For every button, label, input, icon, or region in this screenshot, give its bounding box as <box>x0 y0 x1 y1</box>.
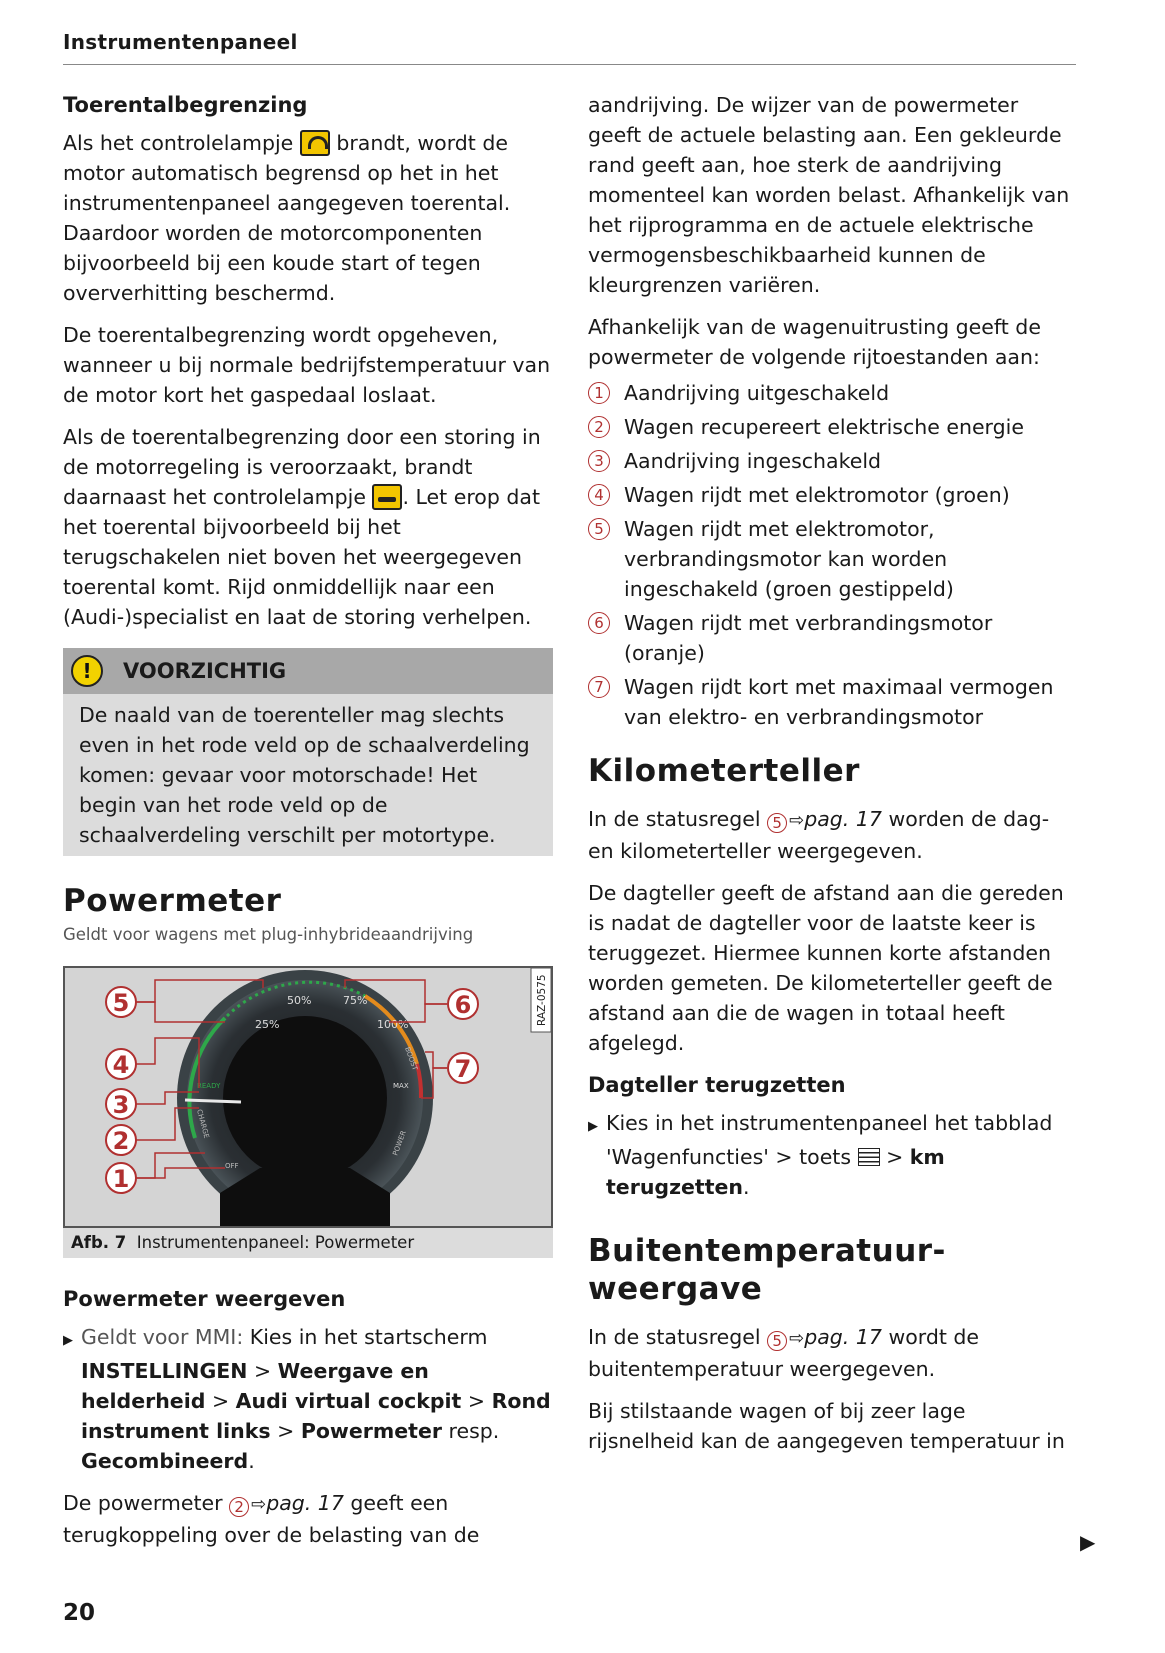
state-item-4 <box>588 480 1076 510</box>
callout-2: 2 <box>112 1127 130 1155</box>
text-run: > <box>270 1419 301 1443</box>
toerental-heading: Toerentalbegrenzing <box>63 93 308 117</box>
state-number: 2 <box>588 416 610 438</box>
state-text: Aandrijving uitgeschakeld <box>624 381 890 405</box>
state-text: Wagen rijdt met verbrandingsmotor (oranje) <box>624 611 993 665</box>
callout-6: 6 <box>454 991 472 1019</box>
ref-number: 5 <box>767 813 787 833</box>
powermeter-illustration <box>65 968 551 1226</box>
bullet-triangle-icon: ▶ <box>588 1119 598 1134</box>
menu-path-rond-instrument: Rond instrument links <box>81 1389 551 1443</box>
ready-label: READY <box>197 1082 221 1090</box>
toerental-paragraph-2: De toerentalbegrenzing wordt opgeheven, wanneer u bij normale bedrijfstemperatuur van de motor kort het gaspedaal loslaat. <box>63 323 551 407</box>
page-reference[interactable]: pag. 17 <box>804 1325 882 1349</box>
text-run: . Let erop dat het toerental bijvoorbeeld bij het terugschakelen niet boven het weergegeven toerental komt. Rijd onmiddellijk naar een (Audi-)specialist en laat de storing verhelpen. <box>63 485 540 629</box>
state-number: 6 <box>588 612 610 634</box>
caution-header <box>63 648 553 694</box>
ref-number: 2 <box>229 1497 249 1517</box>
menu-path-powermeter: Powermeter <box>300 1419 442 1443</box>
callout-7: 7 <box>454 1055 472 1083</box>
state-item-6 <box>588 608 1076 668</box>
state-item-5 <box>588 514 1076 604</box>
charge-label: CHARGE <box>195 1108 211 1140</box>
exclamation-icon: ! <box>71 655 103 687</box>
dial-center <box>223 1016 387 1180</box>
callout-3: 3 <box>112 1091 130 1119</box>
text-run: > <box>205 1389 236 1413</box>
state-text: Wagen rijdt kort met maximaal vermogen van elektro- en verbrandingsmotor <box>624 675 1054 729</box>
caution-title: VOORZICHTIG <box>123 659 287 683</box>
callout-4: 4 <box>112 1051 130 1079</box>
text-run: Als het controlelampje <box>63 131 300 155</box>
powermeter-display-heading: Powermeter weergeven <box>63 1287 346 1311</box>
powermeter-paragraph <box>63 1488 553 1550</box>
heading-line-1: Buitentemperatuur- <box>588 1233 946 1269</box>
text-run: Als de toerentalbegrenzing door een storing in de motorregeling is veroorzaakt, brandt daarnaast het controlelampje <box>63 425 541 509</box>
scale-label-100: 100% <box>377 1018 409 1031</box>
state-number: 1 <box>588 382 610 404</box>
dagteller-heading: Dagteller terugzetten <box>588 1073 846 1097</box>
km-reset-label: km terugzetten <box>606 1145 945 1199</box>
engine-fault-lamp-icon <box>372 484 402 510</box>
page-ref-arrow-icon: ⇨ <box>251 1494 267 1515</box>
states-list <box>588 378 1076 732</box>
right-column <box>588 90 1076 1468</box>
scale-label-75: 75% <box>343 994 368 1007</box>
bullet-triangle-icon: ▶ <box>63 1333 73 1348</box>
caution-body: De naald van de toerenteller mag slechts even in het rode veld op de schaalverdeling komen: gevaar voor motorschade! Het begin van het rode veld op de schaalverdeling verschilt per motortype. <box>79 703 530 847</box>
text-run: In de statusregel <box>588 807 768 831</box>
states-intro: Afhankelijk van de wagenuitrusting geeft de powermeter de volgende rijtoestanden aan: <box>588 315 1041 369</box>
scale-label-50: 50% <box>287 994 312 1007</box>
powermeter-figure <box>63 966 553 1228</box>
text-run: Kies in het instrumentenpaneel het tabblad 'Wagenfuncties' > toets <box>606 1111 1053 1169</box>
caption-text: Instrumentenpaneel: Powermeter <box>136 1233 415 1252</box>
menu-path-instellingen: INSTELLINGEN <box>81 1359 248 1383</box>
dagteller-instruction <box>588 1108 1076 1202</box>
rpm-limit-warning-lamp-icon <box>300 130 330 156</box>
km-paragraph-1 <box>588 804 1076 866</box>
powermeter-instruction <box>63 1322 553 1476</box>
powermeter-subtitle: Geldt voor wagens met plug-inhybrideaandrijving <box>63 925 474 944</box>
text-run: geeft een terugkoppeling over de belasting van de <box>63 1491 480 1547</box>
text-run: > <box>247 1359 278 1383</box>
buitentemperatuur-heading <box>588 1232 1076 1308</box>
continue-arrow-icon: ▶ <box>1080 1530 1096 1554</box>
off-label: OFF <box>225 1162 239 1170</box>
kilometerteller-heading: Kilometerteller <box>588 753 860 789</box>
callout-1: 1 <box>112 1165 130 1193</box>
text-run: In de statusregel <box>588 1325 768 1349</box>
power-label: POWER <box>391 1129 408 1157</box>
callout-5: 5 <box>112 989 130 1017</box>
text-run: . <box>248 1449 255 1473</box>
text-run: > <box>879 1145 910 1169</box>
max-label: MAX <box>393 1082 409 1090</box>
state-number: 4 <box>588 484 610 506</box>
page-ref-arrow-icon: ⇨ <box>789 810 805 831</box>
page-ref-arrow-icon: ⇨ <box>789 1328 805 1349</box>
dial-needle <box>185 1100 241 1102</box>
page-reference[interactable]: pag. 17 <box>804 807 882 831</box>
header-title: Instrumentenpaneel <box>63 30 298 54</box>
state-item-7 <box>588 672 1076 732</box>
mmi-condition: Geldt voor MMI: <box>81 1325 244 1349</box>
text-run: Kies in het startscherm <box>243 1325 488 1349</box>
state-text: Aandrijving ingeschakeld <box>624 449 882 473</box>
menu-list-icon <box>858 1148 880 1166</box>
state-text: Wagen recupereert elektrische energie <box>624 415 1024 439</box>
left-column <box>63 90 553 1562</box>
text-run: resp. <box>441 1419 500 1443</box>
boost-label: BOOST <box>403 1045 419 1072</box>
ref-number: 5 <box>767 1331 787 1351</box>
scale-label-25: 25% <box>255 1018 280 1031</box>
state-number: 7 <box>588 676 610 698</box>
text-run: wordt de buitentemperatuur weergegeven. <box>588 1325 980 1381</box>
state-number: 3 <box>588 450 610 472</box>
caution-box <box>63 648 553 856</box>
figure-caption <box>63 1228 553 1258</box>
menu-path-cockpit: Audi virtual cockpit <box>235 1389 462 1413</box>
toerental-paragraph-3 <box>63 422 553 632</box>
text-run: > <box>461 1389 492 1413</box>
text-run: brandt, wordt de motor automatisch begrensd op het in het instrumentenpaneel aangegeven toerental. Daardoor worden de motorcomponenten bijvoorbeeld bij een koude start of tegen oververhitting beschermd. <box>63 131 511 305</box>
buiten-paragraph-2: Bij stilstaande wagen of bij zeer lage rijsnelheid kan de aangegeven temperatuur in <box>588 1399 1065 1453</box>
state-text: Wagen rijdt met elektromotor, verbrandingsmotor kan worden ingeschakeld (groen gestippeld) <box>624 517 954 601</box>
running-header <box>63 30 1076 65</box>
powermeter-description: aandrijving. De wijzer van de powermeter geeft de actuele belasting aan. Een gekleurde rand geeft aan, hoe sterk de aandrijving momenteel kan worden belast. Afhankelijk van het rijprogramma en de actuele elektrische vermogensbeschikbaarheid kunnen de kleurgrenzen variëren. <box>588 93 1070 297</box>
caption-label: Afb. 7 <box>71 1233 127 1252</box>
text-run: worden de dag- en kilometerteller weergegeven. <box>588 807 1050 863</box>
figure-code: RAZ-0575 <box>536 974 548 1026</box>
page-reference[interactable]: pag. 17 <box>266 1491 344 1515</box>
km-paragraph-2: De dagteller geeft de afstand aan die gereden is nadat de dagteller voor de laatste keer is teruggezet. Hiermee kunnen korte afstanden worden gemeten. De kilometerteller geeft de afstand aan die de wagen in totaal heeft afgelegd. <box>588 881 1064 1055</box>
menu-path-weergave: Weergave en helderheid <box>81 1359 429 1413</box>
state-item-2 <box>588 412 1076 442</box>
state-item-3 <box>588 446 1076 476</box>
powermeter-heading: Powermeter <box>63 883 282 919</box>
text-run: De powermeter <box>63 1491 230 1515</box>
state-number: 5 <box>588 518 610 540</box>
text-run: . <box>743 1175 750 1199</box>
state-text: Wagen rijdt met elektromotor (groen) <box>624 483 1010 507</box>
toerental-paragraph-1 <box>63 128 553 308</box>
menu-path-gecombineerd: Gecombineerd <box>81 1449 249 1473</box>
heading-line-2: weergave <box>588 1271 763 1307</box>
state-item-1 <box>588 378 1076 408</box>
page-number: 20 <box>63 1600 96 1626</box>
buiten-paragraph-1 <box>588 1322 1076 1384</box>
